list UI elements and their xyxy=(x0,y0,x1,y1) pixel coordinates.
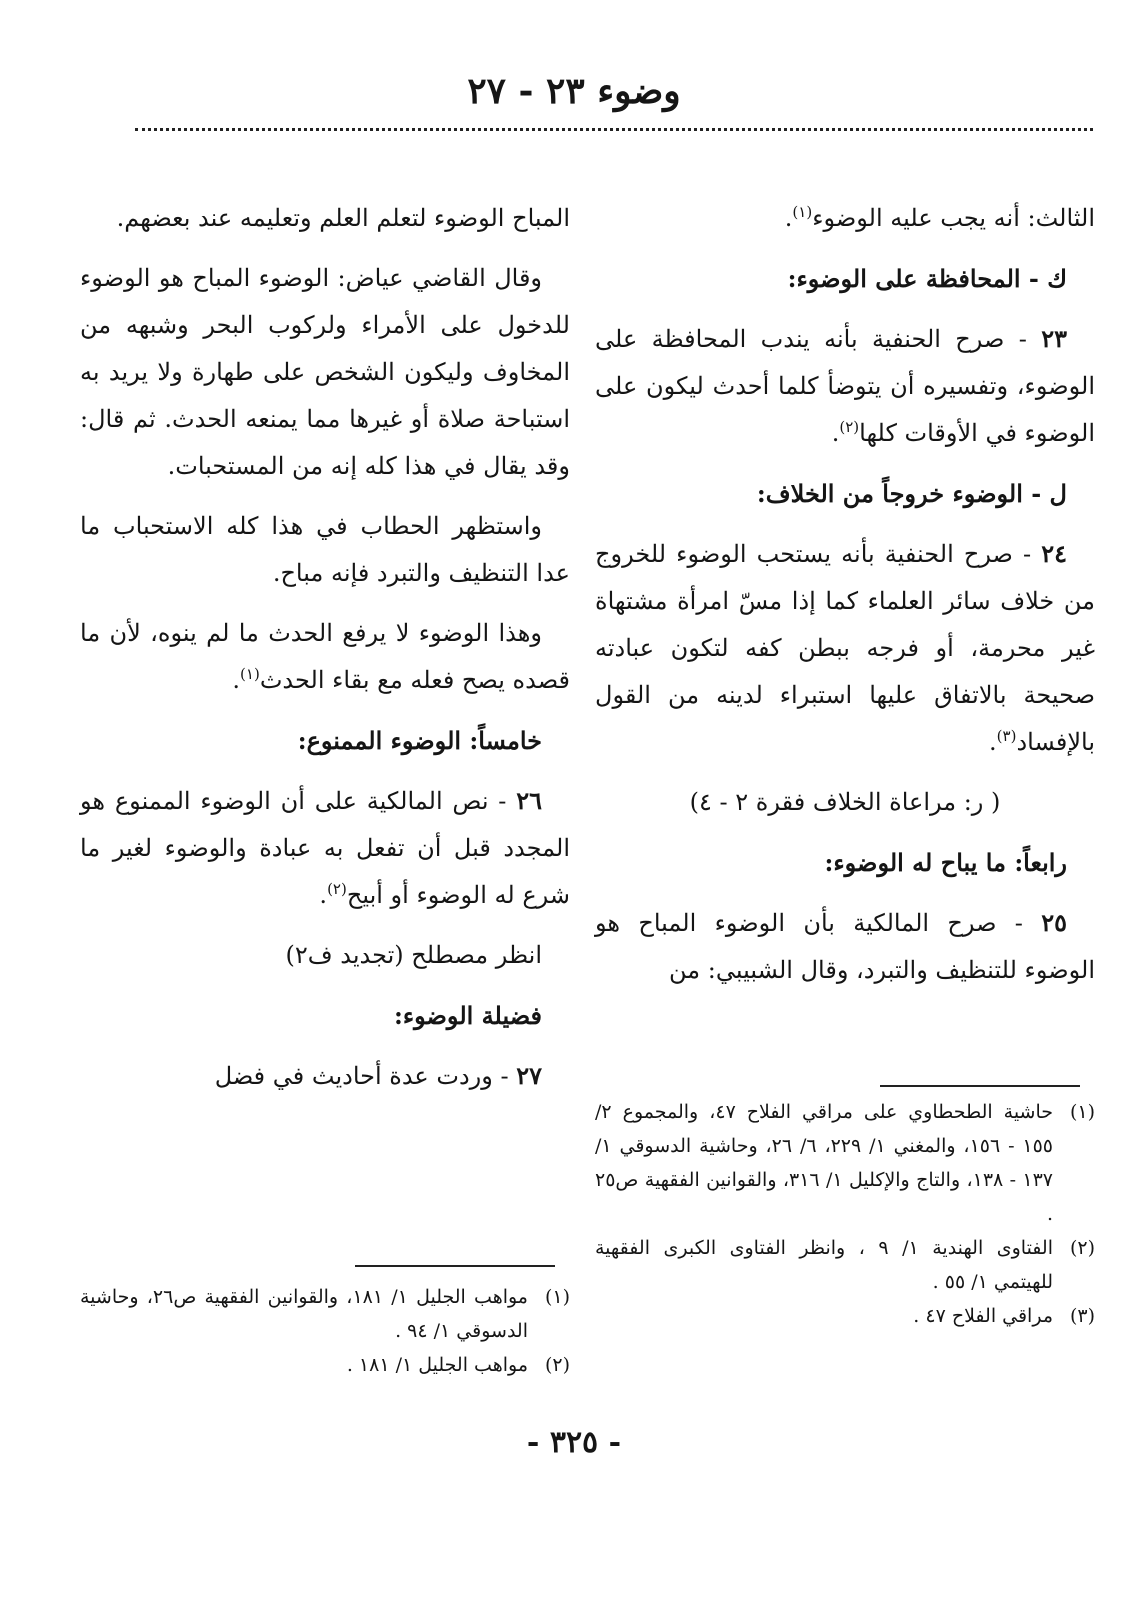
footnote-text: حاشية الطحطاوي على مراقي الفلاح ٤٧، والمجموع ٢/ ١٥٥ - ١٥٦، والمغني ١/ ٢٢٩، ٦/ ٢٦، وحاشية الدسوقي ١/ ١٣٧ - ١٣٨، والتاج والإكليل ١/ ٣١٦، والقوانين الفقهية ص٢٥ . xyxy=(595,1101,1054,1225)
cross-reference: انظر مصطلح (تجديد ف٢) xyxy=(285,941,542,969)
paragraph: وقال القاضي عياض: الوضوء المباح هو الوضوء للدخول على الأمراء ولركوب البحر وشبهه من المخاوف وليكون الشخص على طهارة ولا يريد به استباحة صلاة أو غيرها مما يمنعه الحدث. ثم قال: وقد يقال في هذا كله إنه من المستحبات. xyxy=(80,264,570,480)
footnote-text: مراقي الفلاح ٤٧ . xyxy=(913,1305,1053,1327)
footnote-text: مواهب الجليل ١/ ١٨١ . xyxy=(346,1354,528,1376)
page-number: - ٣٢٥ - xyxy=(526,1425,622,1460)
paragraph-end: . xyxy=(232,666,241,694)
footnote xyxy=(80,1348,570,1382)
footnote-number: (١) xyxy=(544,1286,570,1308)
footnote-rule xyxy=(880,1085,1080,1087)
section-heading: ك - المحافظة على الوضوء: xyxy=(787,264,1067,293)
footnote xyxy=(595,1095,1095,1231)
footnote-number: (١) xyxy=(1069,1101,1095,1123)
paragraph-end: . xyxy=(989,728,997,756)
paragraph-text: الثالث: أنه يجب عليه الوضوء xyxy=(812,204,1095,232)
footnote-number: (٢) xyxy=(1069,1237,1095,1259)
paragraph-number: ٢٤ xyxy=(1041,539,1067,568)
paragraph-number: ٢٦ xyxy=(516,786,542,815)
paragraph xyxy=(80,777,570,919)
paragraph-text: - صرح الحنفية بأنه يندب المحافظة على الوضوء، وتفسيره أن يتوضأ كلما أحدث ليكون على الوضوء في الأوقات كلها xyxy=(595,325,1095,447)
footnote-ref: (٢) xyxy=(327,880,347,898)
footnote-number: (٣) xyxy=(1069,1305,1095,1327)
running-head: وضوء ٢٣ - ٢٧ xyxy=(467,70,681,112)
footnote-ref: (٢) xyxy=(839,418,860,436)
left-column xyxy=(80,195,570,1113)
paragraph-text: وهذا الوضوء لا يرفع الحدث ما لم ينوه، لأن ما قصده يصح فعله مع بقاء الحدث xyxy=(80,619,570,694)
paragraph-number: ٢٥ xyxy=(1041,908,1067,937)
footnote xyxy=(80,1280,570,1348)
paragraph-number: ٢٣ xyxy=(1041,324,1067,353)
right-column xyxy=(595,195,1095,1007)
footnote-text: مواهب الجليل ١/ ١٨١، والقوانين الفقهية ص٢٦، وحاشية الدسوقي ١/ ٩٤ . xyxy=(80,1286,528,1342)
paragraph xyxy=(595,530,1095,766)
paragraph-end: . xyxy=(319,881,328,909)
footnote xyxy=(595,1299,1095,1333)
paragraph: واستظهر الحطاب في هذا كله الاستحباب ما عدا التنظيف والتبرد فإنه مباح. xyxy=(80,512,570,587)
footnote-rule xyxy=(355,1265,555,1267)
footnote-number: (٢) xyxy=(544,1354,570,1376)
footnotes-left xyxy=(80,1280,570,1382)
paragraph xyxy=(80,610,570,704)
paragraph-text: - وردت عدة أحاديث في فضل xyxy=(214,1062,517,1090)
section-heading: رابعاً: ما يباح له الوضوء: xyxy=(824,848,1067,877)
paragraph-end: . xyxy=(831,419,840,447)
paragraph xyxy=(80,1052,570,1100)
footnote xyxy=(595,1231,1095,1299)
paragraph xyxy=(595,899,1095,994)
section-heading: فضيلة الوضوء: xyxy=(394,1001,542,1030)
paragraph-text: - صرح المالكية بأن الوضوء المباح هو الوضوء للتنظيف والتبرد، وقال الشبيبي: من xyxy=(595,909,1095,984)
paragraph-end: . xyxy=(784,204,793,232)
paragraph: المباح الوضوء لتعلم العلم وتعليمه عند بعضهم. xyxy=(116,204,570,232)
section-heading: خامساً: الوضوء الممنوع: xyxy=(297,726,542,755)
footnotes-right xyxy=(595,1095,1095,1333)
section-heading: ل - الوضوء خروجاً من الخلاف: xyxy=(756,479,1067,508)
footnote-ref: (١) xyxy=(240,665,260,683)
paragraph-number: ٢٧ xyxy=(516,1061,542,1090)
paragraph-text: - صرح الحنفية بأنه يستحب الوضوء للخروج من خلاف سائر العلماء كما إذا مسّ امرأة مشتهاة غير محرمة، أو فرجه ببطن كفه لتكون عبادته صحيحة بالاتفاق عليها استبراء لدينه من القول بالإفساد xyxy=(595,540,1095,756)
header-dotted-rule xyxy=(135,128,1093,131)
paragraph xyxy=(595,195,1095,242)
paragraph xyxy=(595,315,1095,457)
footnote-ref: (١) xyxy=(792,203,813,221)
paragraph-text: - نص المالكية على أن الوضوء الممنوع هو المجدد قبل أن تفعل به عبادة والوضوء لغير ما شرع له الوضوء أو أبيح xyxy=(80,787,570,909)
cross-reference: ( ر: مراعاة الخلاف فقرة ٢ - ٤) xyxy=(689,788,1001,816)
footnote-ref: (٣) xyxy=(996,727,1017,745)
footnote-text: الفتاوى الهندية ١/ ٩ ، وانظر الفتاوى الكبرى الفقهية للهيتمي ١/ ٥٥ . xyxy=(595,1237,1053,1293)
